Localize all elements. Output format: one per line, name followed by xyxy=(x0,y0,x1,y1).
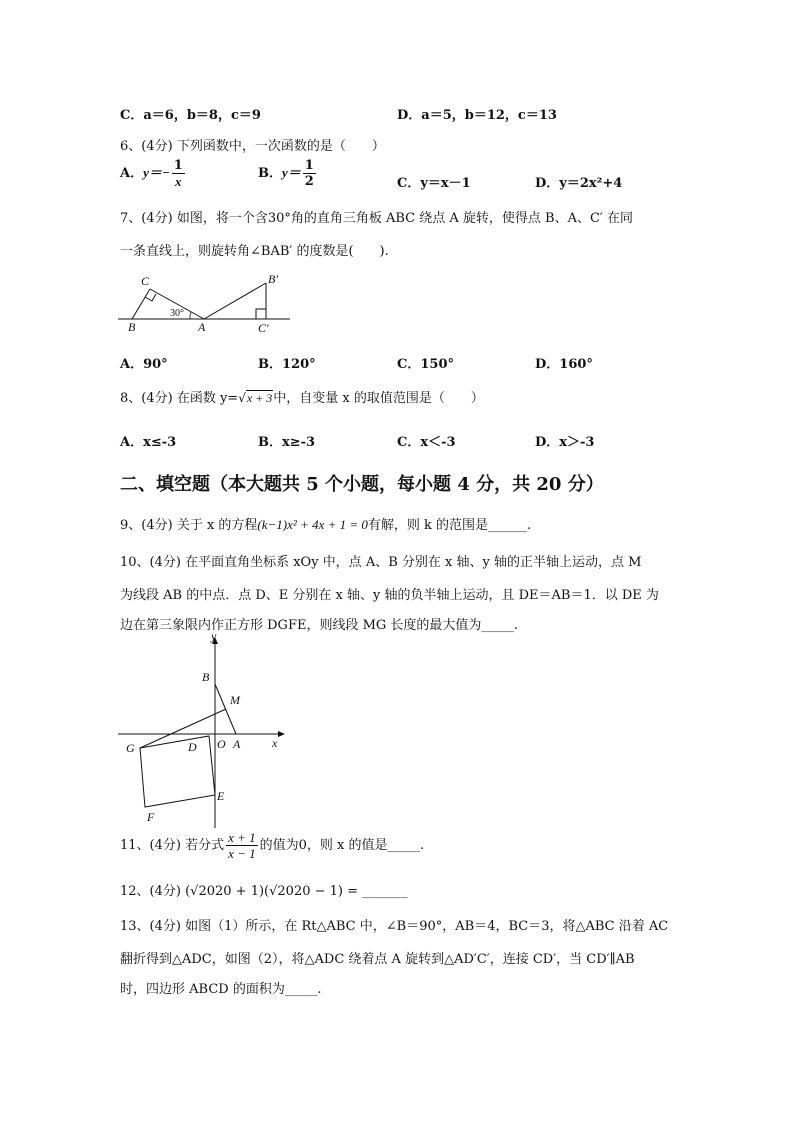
q10-label-b: B xyxy=(202,670,210,684)
q10-label-e: E xyxy=(217,789,225,803)
q10-x-arrow-icon xyxy=(278,731,285,737)
q6-a-den: x xyxy=(175,174,182,189)
q11-pre: 11、(4分) 若分式 xyxy=(120,838,225,853)
q10-figure xyxy=(118,632,288,828)
q7-figure xyxy=(118,270,293,336)
q11-post: 的值为0，则 x 的值是_____. xyxy=(259,838,425,853)
q7-label-a: A xyxy=(198,320,206,334)
q6-option-d: D．y＝2x²+4 xyxy=(535,176,623,191)
q10-label-f: F xyxy=(147,810,155,824)
q10-label-x: x xyxy=(272,736,278,750)
q10-segment-mg xyxy=(140,709,226,748)
q6-option-c: C．y＝x－1 xyxy=(397,176,471,191)
q7-right-angle-c-prime xyxy=(256,309,266,319)
q10-line3: 边在第三象限内作正方形 DGFE，则线段 MG 长度的最大值为_____. xyxy=(120,618,519,633)
q8-stem-post: 中，自变量 x 的取值范围是（ ） xyxy=(273,391,484,406)
q7-label-b: B xyxy=(128,320,136,334)
q6-a-fraction xyxy=(172,158,185,189)
q11-fraction xyxy=(226,830,258,861)
q13-line3: 时，四边形 ABCD 的面积为_____. xyxy=(120,982,322,997)
q8-option-c: C．x＜-3 xyxy=(397,435,456,450)
q7-line1: 7、(4分) 如图，将一个含30°角的直角三角板 ABC 绕点 A 旋转，使得点 B、A、C′ 在同 xyxy=(120,211,634,226)
q6-option-b xyxy=(258,158,318,189)
q9-pre: 9、(4分) 关于 x 的方程 xyxy=(120,518,258,533)
q10-label-a: A xyxy=(233,737,241,751)
q9-post: 有解，则 k 的范围是______. xyxy=(367,518,532,533)
q6-b-prefix: B． xyxy=(258,166,282,181)
q7-option-c: C．150° xyxy=(397,357,454,372)
q6-a-prefix: A． xyxy=(120,166,144,181)
q6-stem: 6、(4分) 下列函数中，一次函数的是（ ） xyxy=(120,139,385,154)
q6-b-fraction xyxy=(303,158,316,189)
q10-line1: 10、(4分) 在平面直角坐标系 xOy 中，点 A、B 分别在 x 轴、y 轴的正半轴上运动，点 M xyxy=(120,555,642,570)
q8-radical: √x + 3 xyxy=(238,391,273,405)
q7-option-d: D．160° xyxy=(535,357,593,372)
q6-b-num: 1 xyxy=(304,158,314,173)
q12 xyxy=(120,880,408,899)
q8-option-a: A．x≤-3 xyxy=(120,435,177,450)
q10-square-dgfe xyxy=(140,736,215,807)
q7-side-ab-prime xyxy=(204,283,266,319)
q13-line1: 13、(4分) 如图（1）所示，在 Rt△ABC 中，∠B＝90°，AB＝4，BC＝3，将△ABC 沿着 AC xyxy=(120,919,669,934)
q7-label-angle: 30° xyxy=(170,308,184,319)
q7-line2: 一条直线上，则旋转角∠BAB′ 的度数是( ). xyxy=(120,244,389,259)
q8-stem xyxy=(120,387,484,406)
q6-a-expr: y＝− xyxy=(143,165,170,180)
q10-label-o: O xyxy=(217,737,226,751)
q9 xyxy=(120,514,531,533)
q8-option-b: B．x≥-3 xyxy=(258,435,316,450)
q11-den: x − 1 xyxy=(228,846,256,861)
q13-line2: 翻折得到△ADC，如图（2），将△ADC 绕着点 A 旋转到△AD′C′，连接 CD′，当 CD′∥AB xyxy=(120,952,635,967)
q6-b-expr: y＝ xyxy=(282,165,301,180)
q9-equation: (k−1)x² + 4x + 1 = 0 xyxy=(257,517,368,532)
q5-option-c: C．a＝6，b＝8，c＝9 xyxy=(120,108,261,123)
q6-a-num: 1 xyxy=(173,158,183,173)
q5-option-d: D．a＝5，b＝12，c＝13 xyxy=(397,108,557,123)
q7-label-c: C xyxy=(141,274,150,288)
q12-pre: 12、(4分) xyxy=(120,884,181,899)
q10-line2: 为线段 AB 的中点．点 D、E 分别在 x 轴、y 轴的负半轴上运动，且 DE＝AB＝1．以 DE 为 xyxy=(120,588,659,603)
q6-option-a xyxy=(120,158,187,189)
q7-side-bc xyxy=(132,289,150,319)
q8-radicand: x + 3 xyxy=(246,391,273,405)
q7-angle-arc xyxy=(190,312,191,319)
q7-option-b: B．120° xyxy=(258,357,316,372)
q10-label-m: M xyxy=(230,693,240,707)
q7-option-a: A．90° xyxy=(120,357,168,372)
q12-expr: (√2020 + 1)(√2020 − 1) = _______ xyxy=(185,884,408,899)
section-2-title: 二、填空题（本大题共 5 个小题，每小题 4 分，共 20 分） xyxy=(120,474,604,495)
q10-label-d: D xyxy=(188,740,197,754)
q10-label-g: G xyxy=(126,741,135,755)
q7-label-b-prime: B′ xyxy=(268,272,278,286)
q11-num: x + 1 xyxy=(228,830,256,845)
q6-b-den: 2 xyxy=(304,174,314,189)
q10-label-y: y xyxy=(211,632,217,643)
q11 xyxy=(120,830,424,861)
q7-label-c-prime: C′ xyxy=(258,321,269,335)
q8-option-d: D．x＞-3 xyxy=(535,435,595,450)
q8-stem-pre: 8、(4分) 在函数 y= xyxy=(120,391,239,406)
